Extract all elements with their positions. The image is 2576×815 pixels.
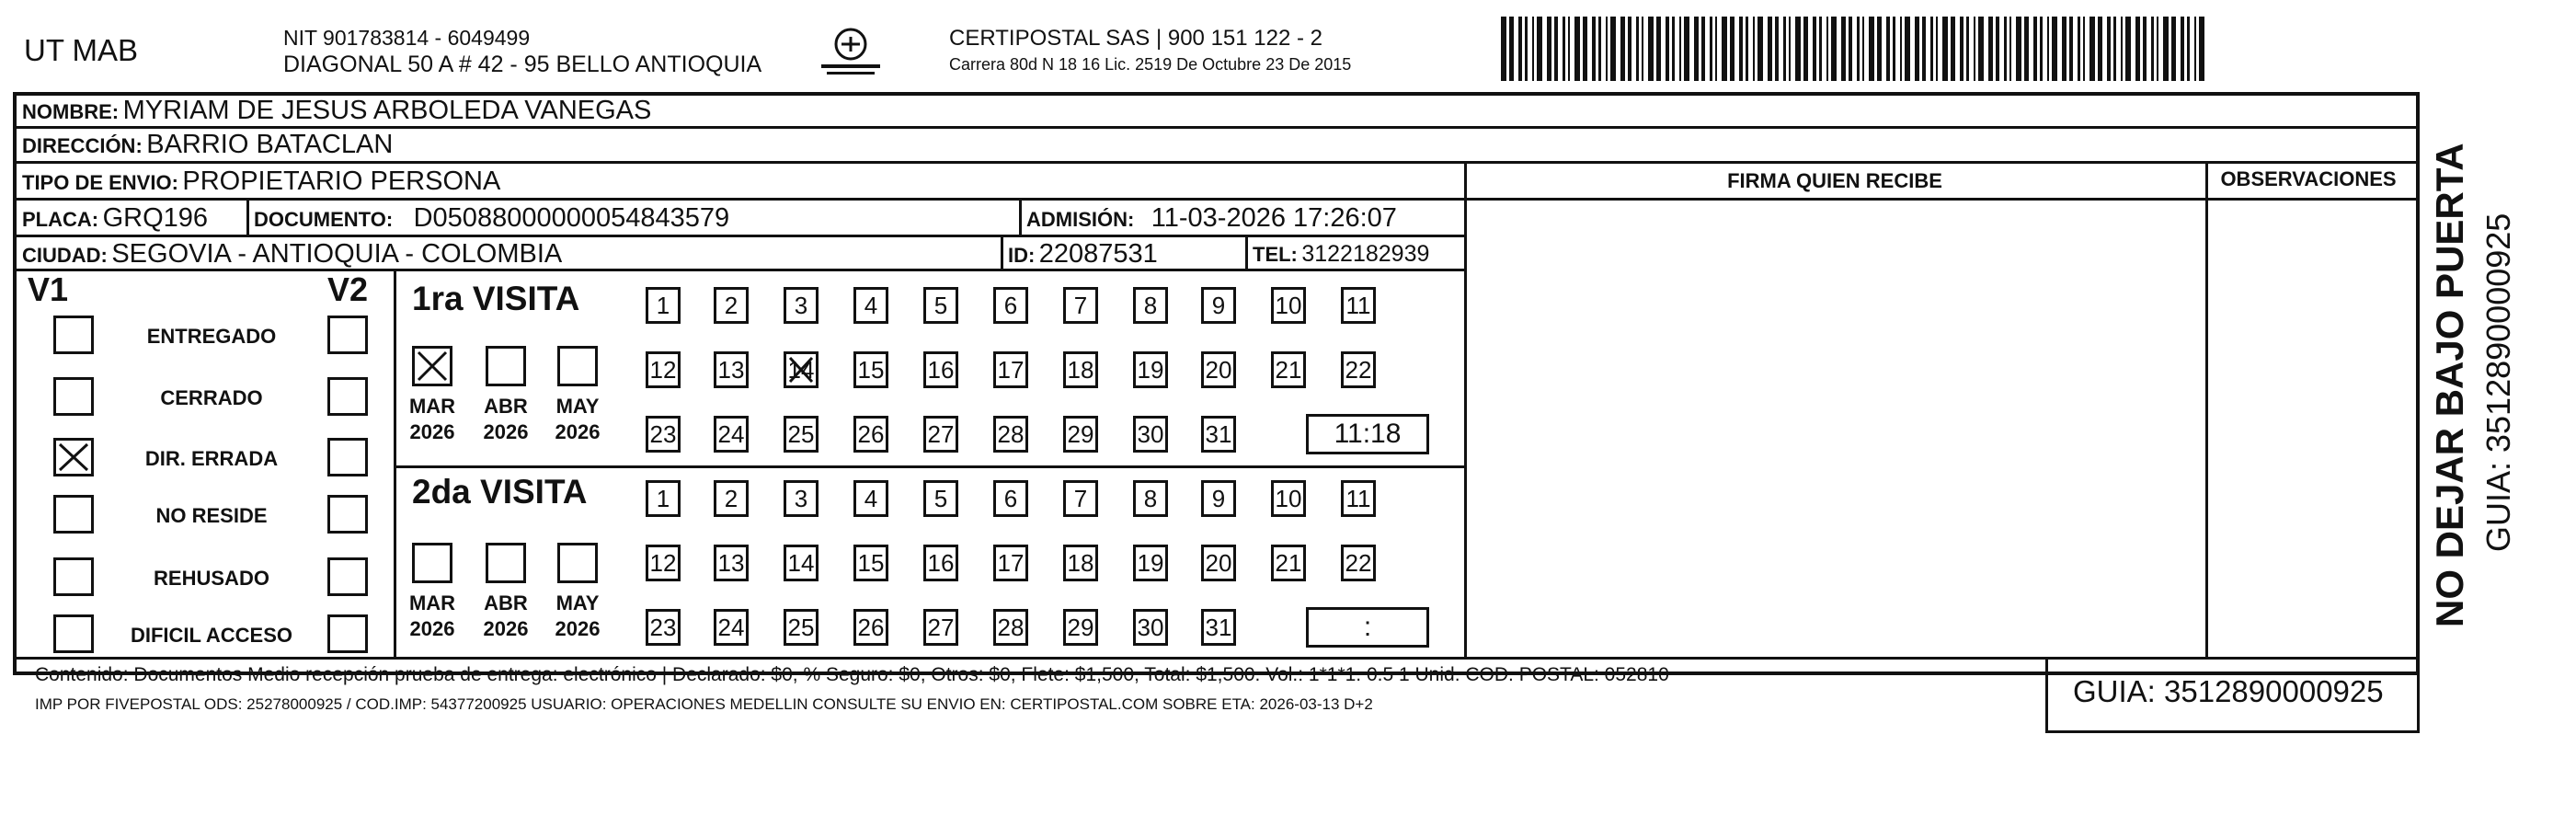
month-name: MAY bbox=[555, 395, 600, 418]
barcode-bar bbox=[1563, 17, 1565, 81]
doc-row bbox=[254, 203, 729, 234]
second-visit-day-box[interactable]: 3 bbox=[784, 480, 819, 517]
barcode-bar bbox=[1730, 17, 1735, 81]
second-visit-day-box[interactable]: 8 bbox=[1133, 480, 1168, 517]
barcode-bar bbox=[1900, 17, 1902, 81]
barcode-bar bbox=[1501, 17, 1506, 81]
second-visit-day-box[interactable]: 7 bbox=[1063, 480, 1098, 517]
barcode bbox=[1501, 17, 2207, 81]
barcode-bar bbox=[1960, 17, 1963, 81]
barcode-bar bbox=[1831, 17, 1837, 81]
barcode-bar bbox=[1857, 17, 1860, 81]
barcode-bar bbox=[1648, 17, 1654, 81]
first-visit-day-box[interactable]: 11 bbox=[1341, 287, 1376, 324]
barcode-bar bbox=[1803, 17, 1808, 81]
company-address: DIAGONAL 50 A # 42 - 95 BELLO ANTIOQUIA bbox=[283, 52, 762, 77]
barcode-bar bbox=[1628, 17, 1631, 81]
id-value: 22087531 bbox=[1038, 239, 1158, 269]
first-visit-day-box[interactable]: 30 bbox=[1133, 416, 1168, 453]
v2-checkbox[interactable] bbox=[327, 495, 368, 534]
doc-label: DOCUMENTO: bbox=[254, 208, 394, 231]
v1-checkbox[interactable] bbox=[53, 557, 94, 596]
barcode-bar bbox=[2163, 17, 2169, 81]
v2-checkbox[interactable] bbox=[327, 316, 368, 354]
admission-value: 11-03-2026 17:26:07 bbox=[1151, 203, 1397, 233]
company-name: UT MAB bbox=[24, 33, 139, 67]
first-visit-day-box[interactable]: 16 bbox=[923, 351, 958, 388]
barcode-bar bbox=[1710, 17, 1712, 81]
barcode-bar bbox=[1886, 17, 1890, 81]
barcode-bar bbox=[1672, 17, 1675, 81]
barcode-bar bbox=[2135, 17, 2140, 81]
first-visit-day-box[interactable]: 8 bbox=[1133, 287, 1168, 324]
first-visit-day-box[interactable]: 17 bbox=[993, 351, 1028, 388]
barcode-bar bbox=[1746, 17, 1748, 81]
barcode-bar bbox=[1525, 17, 1528, 81]
address-value: BARRIO BATACLAN bbox=[146, 130, 394, 159]
barcode-bar bbox=[1679, 17, 1681, 81]
first-visit-day-box[interactable]: 18 bbox=[1063, 351, 1098, 388]
barcode-bar bbox=[1656, 17, 1661, 81]
second-visit-day-box[interactable]: 12 bbox=[646, 545, 681, 581]
first-visit-day-box[interactable]: 21 bbox=[1271, 351, 1306, 388]
second-visit-title: 2da VISITA bbox=[412, 473, 588, 511]
barcode-bar bbox=[2181, 17, 2184, 81]
barcode-bar bbox=[2125, 17, 2131, 81]
second-visit-day-box[interactable]: 28 bbox=[993, 609, 1028, 646]
barcode-bar bbox=[1877, 17, 1882, 81]
second-visit-month-checkbox[interactable] bbox=[412, 543, 452, 583]
second-visit-day-box[interactable]: 20 bbox=[1201, 545, 1236, 581]
barcode-bar bbox=[1849, 17, 1852, 81]
status-label: REHUSADO bbox=[154, 567, 269, 590]
barcode-bar bbox=[1666, 17, 1669, 81]
barcode-bar bbox=[1518, 17, 1522, 81]
month-name: ABR bbox=[484, 395, 528, 418]
month-year: 2026 bbox=[483, 420, 529, 443]
second-visit-day-box[interactable]: 9 bbox=[1201, 480, 1236, 517]
x-mark-icon bbox=[786, 354, 816, 385]
barcode-bar bbox=[2016, 17, 2021, 81]
first-visit-day-box[interactable]: 10 bbox=[1271, 287, 1306, 324]
barcode-bar bbox=[2113, 17, 2116, 81]
certipostal-logo-icon bbox=[814, 26, 887, 79]
footer-line2: IMP POR FIVEPOSTAL ODS: 25278000925 / COD.IMP: 54377200925 USUARIO: OPERACIONES MEDELLIN CONSULTE SU ENVIO EN: CERTIPOSTAL.COM SOBRE ETA: 2026-03-13 D+2 bbox=[35, 695, 1373, 713]
v2-checkbox[interactable] bbox=[327, 438, 368, 476]
first-visit-day-box[interactable]: 19 bbox=[1133, 351, 1168, 388]
plate-value: GRQ196 bbox=[102, 203, 209, 233]
barcode-bar bbox=[1636, 17, 1639, 81]
barcode-bar bbox=[2052, 17, 2057, 81]
barcode-bar bbox=[1813, 17, 1816, 81]
barcode-bar bbox=[1739, 17, 1743, 81]
barcode-bar bbox=[1862, 17, 1864, 81]
barcode-bar bbox=[2107, 17, 2111, 81]
barcode-bar bbox=[1753, 17, 1755, 81]
id-row bbox=[1008, 239, 1158, 270]
barcode-bar bbox=[1701, 17, 1705, 81]
barcode-bar bbox=[2151, 17, 2154, 81]
v1-header: V1 bbox=[28, 270, 69, 308]
first-visit-day-box[interactable]: 4 bbox=[853, 287, 888, 324]
second-visit-day-box[interactable]: 21 bbox=[1271, 545, 1306, 581]
month-name: MAR bbox=[408, 591, 456, 614]
city-row bbox=[22, 239, 562, 270]
second-visit-month-label bbox=[473, 591, 539, 642]
first-visit-month-checkbox[interactable] bbox=[557, 346, 598, 386]
first-visit-month-label bbox=[473, 394, 539, 445]
barcode-bar bbox=[1642, 17, 1643, 81]
barcode-bar bbox=[2033, 17, 2037, 81]
barcode-bar bbox=[1775, 17, 1779, 81]
barcode-bar bbox=[1978, 17, 1984, 81]
second-visit-day-box[interactable]: 25 bbox=[784, 609, 819, 646]
type-value: PROPIETARIO PERSONA bbox=[182, 166, 501, 196]
barcode-bar bbox=[1722, 17, 1727, 81]
second-visit-day-box[interactable]: 1 bbox=[646, 480, 681, 517]
city-label: CIUDAD: bbox=[22, 244, 108, 267]
barcode-bar bbox=[1996, 17, 1999, 81]
barcode-bar bbox=[1509, 17, 1514, 81]
barcode-bar bbox=[2083, 17, 2085, 81]
barcode-bar bbox=[1915, 17, 1919, 81]
barcode-bar bbox=[1893, 17, 1895, 81]
plate-row bbox=[22, 203, 208, 234]
barcode-bar bbox=[1547, 17, 1551, 81]
first-visit-time-box[interactable]: 11:18 bbox=[1306, 414, 1429, 454]
certipostal-subtitle: Carrera 80d N 18 16 Lic. 2519 De Octubre 23 De 2015 bbox=[949, 55, 1352, 74]
first-visit-day-box[interactable]: 7 bbox=[1063, 287, 1098, 324]
barcode-bar bbox=[2098, 17, 2102, 81]
barcode-bar bbox=[2062, 17, 2067, 81]
barcode-bar bbox=[1537, 17, 1542, 81]
second-visit-month-checkbox[interactable] bbox=[557, 543, 598, 583]
month-year: 2026 bbox=[409, 617, 455, 640]
barcode-bar bbox=[1768, 17, 1772, 81]
month-year: 2026 bbox=[555, 617, 601, 640]
status-label: ENTREGADO bbox=[146, 325, 277, 348]
first-visit-day-box[interactable]: 31 bbox=[1201, 416, 1236, 453]
second-visit-day-box[interactable]: 29 bbox=[1063, 609, 1098, 646]
status-label: NO RESIDE bbox=[155, 504, 268, 527]
second-visit-time-box[interactable]: : bbox=[1306, 607, 1429, 648]
barcode-bar bbox=[1583, 17, 1587, 81]
barcode-bar bbox=[1819, 17, 1822, 81]
month-name: MAY bbox=[555, 591, 600, 614]
tel-label: TEL: bbox=[1253, 243, 1298, 266]
first-visit-day-box[interactable]: 24 bbox=[714, 416, 749, 453]
admission-label: ADMISIÓN: bbox=[1026, 208, 1135, 231]
second-visit-month-label bbox=[544, 591, 611, 642]
first-visit-month-checkbox[interactable] bbox=[412, 346, 452, 386]
barcode-bar bbox=[1974, 17, 1975, 81]
second-visit-day-box[interactable]: 4 bbox=[853, 480, 888, 517]
first-visit-day-box[interactable]: 22 bbox=[1341, 351, 1376, 388]
status-label: DIR. ERRADA bbox=[144, 447, 279, 470]
type-label: TIPO DE ENVIO: bbox=[22, 171, 178, 194]
name-label: NOMBRE: bbox=[22, 100, 120, 123]
side-guia: GUIA: 3512890000925 bbox=[2479, 212, 2517, 552]
second-visit-day-box[interactable]: 15 bbox=[853, 545, 888, 581]
first-visit-day-box[interactable]: 28 bbox=[993, 416, 1028, 453]
second-visit-day-box[interactable]: 18 bbox=[1063, 545, 1098, 581]
month-name: MAR bbox=[408, 395, 456, 418]
barcode-bar bbox=[1757, 17, 1763, 81]
second-visit-day-box[interactable]: 22 bbox=[1341, 545, 1376, 581]
barcode-bar bbox=[1951, 17, 1955, 81]
v1-checkbox[interactable] bbox=[53, 438, 94, 476]
month-year: 2026 bbox=[483, 617, 529, 640]
v1-checkbox[interactable] bbox=[53, 495, 94, 534]
first-visit-title: 1ra VISITA bbox=[412, 280, 580, 317]
barcode-bar bbox=[2047, 17, 2049, 81]
tel-value: 3122182939 bbox=[1301, 241, 1430, 267]
first-visit-day-box[interactable]: 29 bbox=[1063, 416, 1098, 453]
first-visit-day-box[interactable]: 27 bbox=[923, 416, 958, 453]
v2-checkbox[interactable] bbox=[327, 557, 368, 596]
company-nit: NIT 901783814 - 6049499 bbox=[283, 26, 531, 50]
v1-checkbox[interactable] bbox=[53, 614, 94, 653]
barcode-bar bbox=[2078, 17, 2080, 81]
barcode-bar bbox=[1568, 17, 1570, 81]
plate-label: PLACA: bbox=[22, 208, 99, 231]
first-visit-day-box[interactable]: 15 bbox=[853, 351, 888, 388]
month-year: 2026 bbox=[555, 420, 601, 443]
first-visit-day-box[interactable]: 20 bbox=[1201, 351, 1236, 388]
first-visit-day-box[interactable]: 6 bbox=[993, 287, 1028, 324]
barcode-bar bbox=[2089, 17, 2095, 81]
month-name: ABR bbox=[484, 591, 528, 614]
first-visit-day-box[interactable]: 12 bbox=[646, 351, 681, 388]
first-visit-day-box[interactable]: 5 bbox=[923, 287, 958, 324]
barcode-bar bbox=[1554, 17, 1558, 81]
barcode-bar bbox=[1966, 17, 1969, 81]
barcode-bar bbox=[1795, 17, 1801, 81]
barcode-bar bbox=[2187, 17, 2190, 81]
barcode-bar bbox=[1606, 17, 1608, 81]
barcode-bar bbox=[1574, 17, 1580, 81]
second-visit-day-box[interactable]: 27 bbox=[923, 609, 958, 646]
first-visit-day-box[interactable]: 9 bbox=[1201, 287, 1236, 324]
city-value: SEGOVIA - ANTIOQUIA - COLOMBIA bbox=[111, 239, 563, 269]
name-value: MYRIAM DE JESUS ARBOLEDA VANEGAS bbox=[122, 96, 652, 125]
barcode-bar bbox=[1905, 17, 1910, 81]
second-visit-day-box[interactable]: 31 bbox=[1201, 609, 1236, 646]
address-label: DIRECCIÓN: bbox=[22, 134, 143, 157]
first-visit-month-checkbox[interactable] bbox=[486, 346, 526, 386]
barcode-bar bbox=[1610, 17, 1616, 81]
second-visit-day-box[interactable]: 26 bbox=[853, 609, 888, 646]
barcode-bar bbox=[1789, 17, 1791, 81]
barcode-bar bbox=[1620, 17, 1625, 81]
admission-row bbox=[1026, 203, 1397, 234]
barcode-bar bbox=[1694, 17, 1699, 81]
first-visit-day-box[interactable]: 13 bbox=[714, 351, 749, 388]
barcode-bar bbox=[1592, 17, 1596, 81]
x-mark-icon bbox=[56, 441, 91, 474]
barcode-bar bbox=[2121, 17, 2123, 81]
second-visit-month-checkbox[interactable] bbox=[486, 543, 526, 583]
observations-header: OBSERVACIONES bbox=[2220, 167, 2397, 190]
first-visit-day-box[interactable]: 26 bbox=[853, 416, 888, 453]
address-row bbox=[22, 130, 393, 160]
first-visit-day-box[interactable]: 23 bbox=[646, 416, 681, 453]
barcode-bar bbox=[2009, 17, 2011, 81]
first-visit-day-box[interactable]: 2 bbox=[714, 287, 749, 324]
second-visit-day-box[interactable]: 13 bbox=[714, 545, 749, 581]
second-visit-day-box[interactable]: 23 bbox=[646, 609, 681, 646]
v2-checkbox[interactable] bbox=[327, 377, 368, 416]
barcode-bar bbox=[1841, 17, 1846, 81]
second-visit-day-box[interactable]: 14 bbox=[784, 545, 819, 581]
barcode-bar bbox=[1783, 17, 1786, 81]
tel-row bbox=[1253, 241, 1429, 268]
footer-line1: Contenido: Documentos Medio recepción prueba de entrega: electrónico | Declarado: $0, % Seguro: $0, Otros: $0, Flete: $1,500, Total: $1,500. Vol.: 1*1*1. 0.5 1 Unid. COD. POSTAL: 052810 bbox=[35, 664, 1669, 685]
first-visit-day-box[interactable]: 14 bbox=[784, 351, 819, 388]
barcode-bar bbox=[2199, 17, 2204, 81]
id-label: ID: bbox=[1008, 244, 1036, 267]
barcode-bar bbox=[1715, 17, 1717, 81]
certipostal-title: CERTIPOSTAL SAS | 900 151 122 - 2 bbox=[949, 26, 1322, 51]
barcode-bar bbox=[1936, 17, 1938, 81]
v2-checkbox[interactable] bbox=[327, 614, 368, 653]
doc-value: D05088000000054843579 bbox=[413, 203, 730, 233]
footer-guia: GUIA: 3512890000925 bbox=[2073, 674, 2384, 708]
barcode-bar bbox=[1598, 17, 1601, 81]
barcode-bar bbox=[1930, 17, 1933, 81]
second-visit-day-box[interactable]: 10 bbox=[1271, 480, 1306, 517]
second-visit-day-box[interactable]: 6 bbox=[993, 480, 1028, 517]
first-visit-month-label bbox=[399, 394, 465, 445]
status-label: CERRADO bbox=[160, 386, 263, 409]
name-row bbox=[22, 96, 651, 126]
first-visit-day-box[interactable]: 25 bbox=[784, 416, 819, 453]
barcode-bar bbox=[2171, 17, 2176, 81]
second-visit-day-box[interactable]: 11 bbox=[1341, 480, 1376, 517]
barcode-bar bbox=[1532, 17, 1534, 81]
barcode-bar bbox=[2040, 17, 2043, 81]
barcode-bar bbox=[2069, 17, 2073, 81]
first-visit-month-label bbox=[544, 394, 611, 445]
first-visit-day-box[interactable]: 1 bbox=[646, 287, 681, 324]
status-label: DIFICIL ACCESO bbox=[130, 624, 292, 647]
barcode-bar bbox=[1826, 17, 1828, 81]
second-visit-day-box[interactable]: 5 bbox=[923, 480, 958, 517]
barcode-bar bbox=[1988, 17, 1993, 81]
v1-checkbox[interactable] bbox=[53, 316, 94, 354]
signature-header: FIRMA QUIEN RECIBE bbox=[1727, 169, 1942, 192]
second-visit-day-box[interactable]: 16 bbox=[923, 545, 958, 581]
first-visit-day-box[interactable]: 3 bbox=[784, 287, 819, 324]
barcode-bar bbox=[1684, 17, 1689, 81]
second-visit-day-box[interactable]: 17 bbox=[993, 545, 1028, 581]
second-visit-day-box[interactable]: 30 bbox=[1133, 609, 1168, 646]
barcode-bar bbox=[2143, 17, 2147, 81]
v2-header: V2 bbox=[327, 270, 369, 308]
second-visit-day-box[interactable]: 24 bbox=[714, 609, 749, 646]
barcode-bar bbox=[2024, 17, 2029, 81]
second-visit-day-box[interactable]: 19 bbox=[1133, 545, 1168, 581]
second-visit-day-box[interactable]: 2 bbox=[714, 480, 749, 517]
barcode-bar bbox=[2004, 17, 2007, 81]
no-dejar-label: NO DEJAR BAJO PUERTA bbox=[2428, 143, 2471, 627]
second-visit-month-label bbox=[399, 591, 465, 642]
v1-checkbox[interactable] bbox=[53, 377, 94, 416]
barcode-bar bbox=[2194, 17, 2196, 81]
type-row bbox=[22, 166, 500, 197]
barcode-bar bbox=[1922, 17, 1926, 81]
barcode-bar bbox=[1942, 17, 1948, 81]
month-year: 2026 bbox=[409, 420, 455, 443]
x-mark-icon bbox=[415, 349, 450, 384]
barcode-bar bbox=[2157, 17, 2158, 81]
barcode-bar bbox=[1869, 17, 1874, 81]
